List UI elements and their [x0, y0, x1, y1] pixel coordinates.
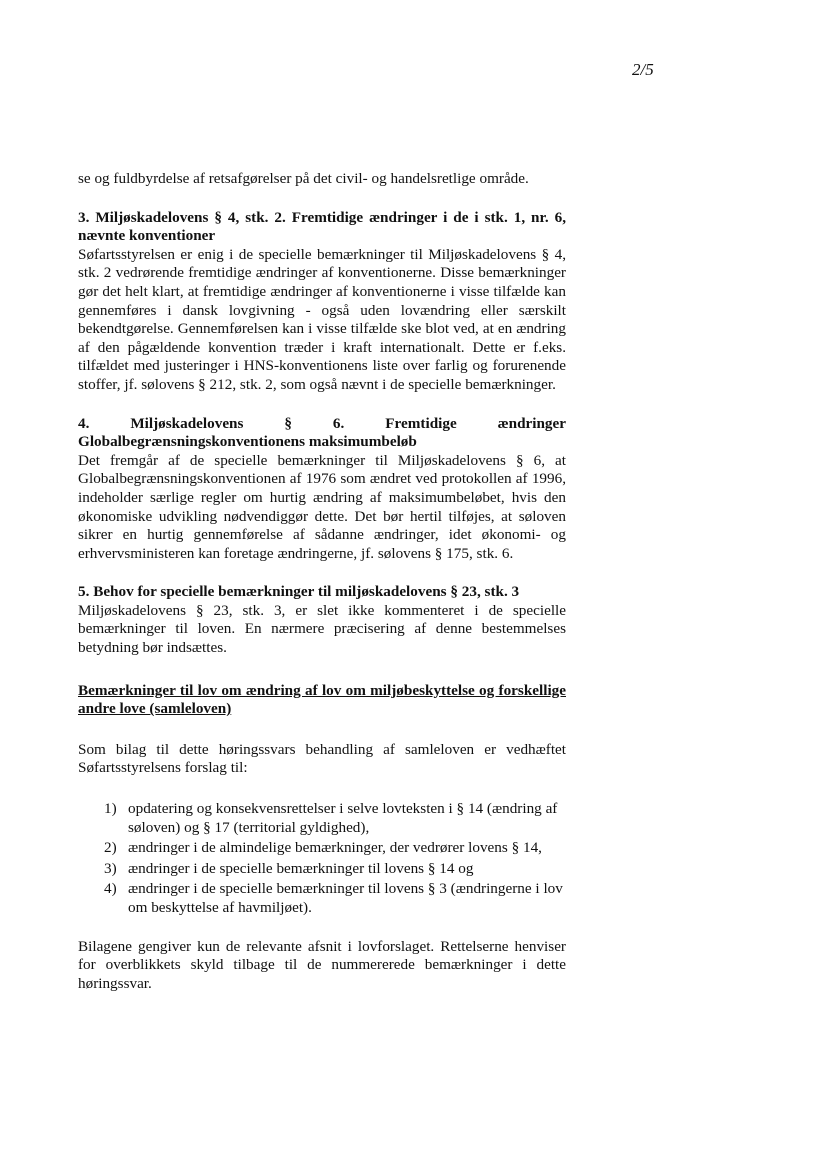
section-4: [78, 415, 566, 564]
section-body: Miljøskadelovens § 23, stk. 3, er slet ikke kommenteret i de specielle bemærkninger til loven. En nærmere præcisering af denne bestemmelses betydning bør indsættes.: [78, 601, 566, 657]
list-item-text: ændringer i de almindelige bemærkninger, der vedrører lovens § 14,: [128, 839, 542, 857]
section-3: [78, 209, 566, 395]
list-item-number: 1): [104, 800, 117, 818]
document-body: [78, 170, 566, 993]
section-5: [78, 583, 566, 657]
closing-paragraph: Bilagene gengiver kun de relevante afsnit i lovforslaget. Rettelserne henviser for overblikkets skyld tilbage til de nummererede bemærkninger i dette høringssvar.: [78, 937, 566, 992]
section-body: Søfartsstyrelsen er enig i de specielle bemærkninger til Miljøskadelovens § 4, stk. 2 vedrørende fremtidige ændringer af konventionerne. Disse bemærkninger gør det helt klart, at fremtidige ændringer af konventionerne i visse tilfælde kan gennemføres i dansk lovgivning - også uden lovændring eller særskilt bekendtgørelse. Gennemførelsen kan i visse tilfælde ske blot ved, at en ændring af den pågældende konvention træder i kraft internationalt. Dette er f.eks. tilfældet med justeringer i HNS-konventionens liste over farlig og forurenende stoffer, jf. sølovens § 212, stk. 2, som også nævnt i de specielle bemærkninger.: [78, 245, 566, 393]
section-heading: 3. Miljøskadelovens § 4, stk. 2. Fremtidige ændringer i de i stk. 1, nr. 6, nævnte konventioner: [78, 208, 566, 245]
list-item-number: 2): [104, 839, 117, 857]
page-number: 2/5: [632, 60, 654, 79]
list-item-text: opdatering og konsekvensrettelser i selve lovteksten i § 14 (ændring af søloven) og § 17 (territorial gyldighed),: [128, 800, 558, 836]
section-heading: 5. Behov for specielle bemærkninger til miljøskadelovens § 23, stk. 3: [78, 583, 520, 601]
list-item: [104, 839, 566, 858]
list-item: [104, 859, 566, 879]
intro-paragraph: se og fuldbyrdelse af retsafgørelser på det civil- og handelsretlige område.: [78, 170, 529, 187]
list-item-text: ændringer i de specielle bemærkninger til lovens § 14 og: [128, 859, 474, 877]
section-body: Det fremgår af de specielle bemærkninger til Miljøskadelovens § 6, at Globalbegrænsningskonventionen af 1976 som ændret ved protokollen af 1996, indeholder særlige regler om hurtig ændring af maksimumbeløbet, hvis den økonomiske udvikling nødvendiggør dette. Det bør hertil tilføjes, at søloven sikrer en hurtig gennemførelse af sådanne ændringer, idet økonomi- og erhvervsministeren kan foretage ændringerne, jf. sølovens § 175, stk. 6.: [78, 451, 566, 562]
appendix-list: [78, 800, 566, 918]
list-item-number: 4): [104, 880, 117, 898]
list-item-number: 3): [104, 859, 117, 877]
list-item-text: ændringer i de specielle bemærkninger til lovens § 3 (ændringerne i lov om beskyttelse af havmiljøet).: [128, 880, 563, 916]
list-item: [104, 800, 566, 837]
list-item: [104, 880, 566, 917]
remarks-heading: Bemærkninger til lov om ændring af lov om miljøbeskyttelse og forskellige andre love (samleloven): [78, 681, 566, 718]
section-heading: 4. Miljøskadelovens § 6. Fremtidige ændringer Globalbegrænsningskonventionens maksimumbeløb: [78, 414, 566, 451]
appendix-intro: Som bilag til dette høringssvars behandling af samleloven er vedhæftet Søfartsstyrelsens forslag til:: [78, 740, 566, 777]
